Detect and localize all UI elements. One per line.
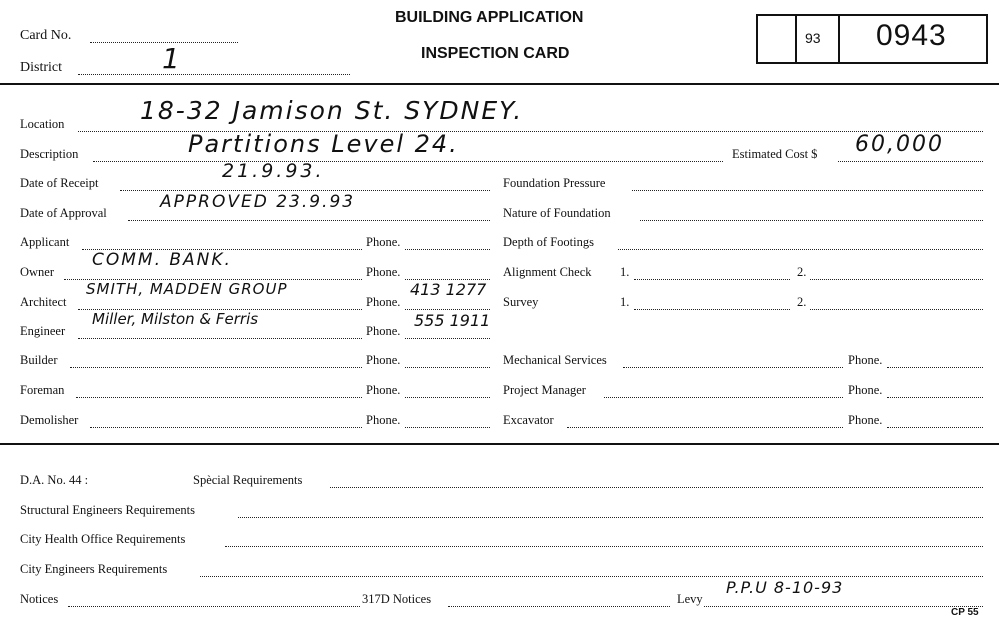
- mechanical-services-phone-label: Phone.: [848, 353, 883, 367]
- special-requirements-label: Spècial Requirements: [193, 473, 303, 487]
- applicant-phone-line[interactable]: [405, 249, 490, 250]
- special-requirements-line[interactable]: [330, 487, 983, 488]
- date-of-receipt-value: 21.9.93.: [222, 160, 325, 182]
- city-engineers-line[interactable]: [200, 576, 983, 577]
- city-engineers-label: City Engineers Requirements: [20, 562, 168, 576]
- project-manager-label: Project Manager: [503, 383, 586, 397]
- alignment-check-2-label: 2.: [797, 265, 807, 279]
- estimated-cost-line[interactable]: [838, 161, 983, 162]
- district-line[interactable]: [78, 74, 350, 75]
- architect-label: Architect: [20, 295, 67, 309]
- foreman-label: Foreman: [20, 383, 65, 397]
- location-label: Location: [20, 117, 65, 131]
- engineer-phone-line[interactable]: [405, 338, 490, 339]
- card-no-label: Card No.: [20, 28, 72, 43]
- alignment-check-2-line[interactable]: [810, 279, 983, 280]
- form-title-line2: INSPECTION CARD: [421, 45, 570, 62]
- levy-value: P.P.U 8-10-93: [726, 578, 844, 597]
- card-number: 0943: [876, 19, 947, 52]
- notices-label: Notices: [20, 592, 59, 606]
- survey-1-label: 1.: [620, 295, 630, 309]
- card-number-box: [756, 14, 988, 64]
- survey-2-line[interactable]: [810, 309, 983, 310]
- survey-2-label: 2.: [797, 295, 807, 309]
- box-divider-2: [838, 16, 840, 62]
- architect-phone-line[interactable]: [405, 309, 490, 310]
- foreman-line[interactable]: [76, 397, 362, 398]
- city-health-label: City Health Office Requirements: [20, 532, 186, 546]
- da-no-label: D.A. No. 44 :: [20, 473, 89, 487]
- notices-317d-line[interactable]: [448, 606, 670, 607]
- depth-of-footings-label: Depth of Footings: [503, 235, 594, 249]
- district-value: 1: [162, 42, 180, 75]
- excavator-label: Excavator: [503, 413, 554, 427]
- structural-engineers-line[interactable]: [238, 517, 983, 518]
- description-label: Description: [20, 147, 79, 161]
- description-line[interactable]: [93, 161, 723, 162]
- estimated-cost-label: Estimated Cost $: [732, 147, 818, 161]
- architect-phone-value: 413 1277: [410, 280, 487, 299]
- form-code: CP 55: [951, 607, 979, 618]
- owner-value: COMM. BANK.: [92, 250, 232, 270]
- demolisher-phone-label: Phone.: [366, 413, 401, 427]
- engineer-phone-value: 555 1911: [414, 311, 491, 330]
- alignment-check-1-line[interactable]: [634, 279, 790, 280]
- card-year: 93: [805, 30, 821, 46]
- engineer-label: Engineer: [20, 324, 66, 338]
- description-value: Partitions Level 24.: [188, 130, 459, 158]
- builder-label: Builder: [20, 353, 58, 367]
- notices-317d-label: 317D Notices: [362, 592, 432, 606]
- district-label: District: [20, 60, 62, 75]
- foreman-phone-line[interactable]: [405, 397, 490, 398]
- foreman-phone-label: Phone.: [366, 383, 401, 397]
- foundation-pressure-line[interactable]: [632, 190, 983, 191]
- header-divider: [0, 83, 999, 85]
- date-of-approval-value: APPROVED 23.9.93: [160, 192, 356, 212]
- excavator-phone-label: Phone.: [848, 413, 883, 427]
- applicant-phone-label: Phone.: [366, 235, 401, 249]
- section-divider: [0, 443, 999, 445]
- nature-of-foundation-label: Nature of Foundation: [503, 206, 611, 220]
- engineer-value: Miller, Milston & Ferris: [92, 310, 259, 328]
- mechanical-services-label: Mechanical Services: [503, 353, 607, 367]
- excavator-line[interactable]: [567, 427, 843, 428]
- project-manager-phone-label: Phone.: [848, 383, 883, 397]
- foundation-pressure-label: Foundation Pressure: [503, 176, 606, 190]
- survey-label: Survey: [503, 295, 539, 309]
- box-divider-1: [795, 16, 797, 62]
- location-value: 18-32 Jamison St. SYDNEY.: [140, 96, 524, 125]
- owner-phone-label: Phone.: [366, 265, 401, 279]
- demolisher-label: Demolisher: [20, 413, 79, 427]
- city-health-line[interactable]: [225, 546, 983, 547]
- estimated-cost-value: 60,000: [855, 132, 944, 157]
- mechanical-services-phone-line[interactable]: [887, 367, 983, 368]
- notices-line[interactable]: [68, 606, 360, 607]
- depth-of-footings-line[interactable]: [618, 249, 983, 250]
- engineer-phone-label: Phone.: [366, 324, 401, 338]
- project-manager-phone-line[interactable]: [887, 397, 983, 398]
- structural-engineers-label: Structural Engineers Requirements: [20, 503, 195, 517]
- alignment-check-label: Alignment Check: [503, 265, 592, 279]
- builder-phone-line[interactable]: [405, 367, 490, 368]
- nature-of-foundation-line[interactable]: [640, 220, 983, 221]
- levy-label: Levy: [677, 592, 703, 606]
- date-of-approval-label: Date of Approval: [20, 206, 107, 220]
- alignment-check-1-label: 1.: [620, 265, 630, 279]
- date-of-approval-line[interactable]: [128, 220, 490, 221]
- excavator-phone-line[interactable]: [887, 427, 983, 428]
- demolisher-phone-line[interactable]: [405, 427, 490, 428]
- survey-1-line[interactable]: [634, 309, 790, 310]
- levy-line[interactable]: [704, 606, 983, 607]
- mechanical-services-line[interactable]: [623, 367, 843, 368]
- architect-value: SMITH, MADDEN GROUP: [86, 280, 288, 298]
- project-manager-line[interactable]: [604, 397, 843, 398]
- architect-phone-label: Phone.: [366, 295, 401, 309]
- engineer-line[interactable]: [78, 338, 362, 339]
- builder-phone-label: Phone.: [366, 353, 401, 367]
- applicant-label: Applicant: [20, 235, 70, 249]
- owner-label: Owner: [20, 265, 55, 279]
- builder-line[interactable]: [70, 367, 362, 368]
- form-title-line1: BUILDING APPLICATION: [395, 9, 584, 26]
- demolisher-line[interactable]: [90, 427, 362, 428]
- date-of-receipt-label: Date of Receipt: [20, 176, 99, 190]
- date-of-receipt-line[interactable]: [120, 190, 490, 191]
